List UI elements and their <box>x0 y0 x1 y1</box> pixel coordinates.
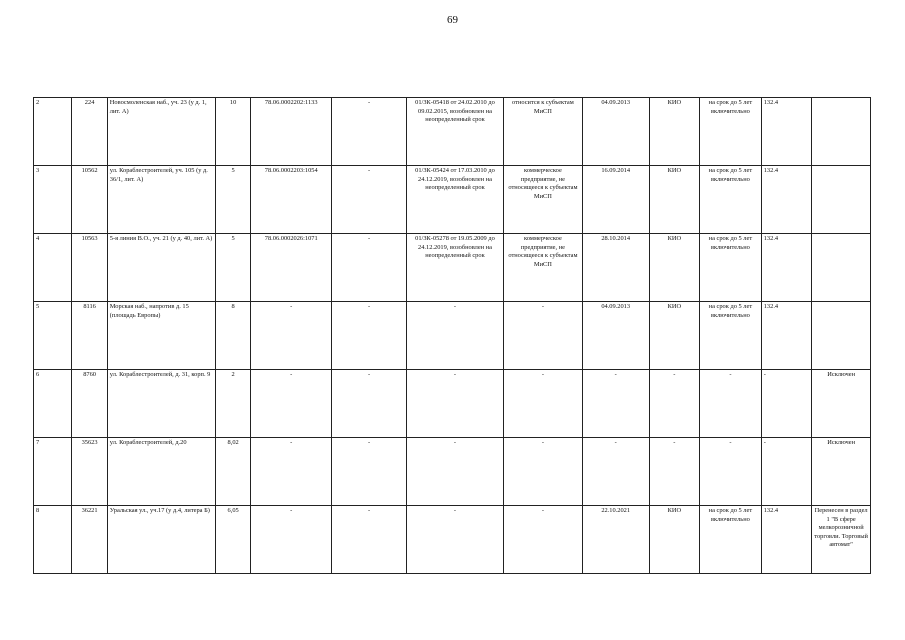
organization-cell: КИО <box>649 98 700 166</box>
object-id-cell: 8760 <box>72 370 107 438</box>
code-cell: 132.4 <box>761 98 812 166</box>
code-cell: 132.4 <box>761 234 812 302</box>
term-cell: - <box>700 370 762 438</box>
area-cell: 5 <box>215 234 250 302</box>
term-cell: на срок до 5 лет включительно <box>700 98 762 166</box>
code-cell: 132.4 <box>761 506 812 574</box>
object-id-cell: 8116 <box>72 302 107 370</box>
object-id-cell: 10562 <box>72 166 107 234</box>
code-cell: - <box>761 370 812 438</box>
table-row <box>34 438 871 506</box>
area-cell: 8 <box>215 302 250 370</box>
date-cell: 04.09.2013 <box>582 302 649 370</box>
note-cell: Исключен <box>812 370 871 438</box>
category-cell: относится к субъектам МиСП <box>504 98 583 166</box>
page-number: 69 <box>447 14 458 26</box>
contract-cell: 01/ЗК-05418 от 24.02.2010 до 09.02.2015, возобновлен на неопределенный срок <box>406 98 503 166</box>
category-cell: - <box>504 506 583 574</box>
register-table <box>33 97 871 574</box>
note-cell <box>812 98 871 166</box>
column-5-cell: - <box>332 302 407 370</box>
category-cell: коммерческое предприятие, не относящееся к субъектам МиСП <box>504 166 583 234</box>
note-cell: Перенесен в раздел 1 "В сфере мелкорозничной торговли. Торговый автомат" <box>812 506 871 574</box>
organization-cell: КИО <box>649 506 700 574</box>
area-cell: 2 <box>215 370 250 438</box>
table-row <box>34 234 871 302</box>
cadastral-number-cell: - <box>251 370 332 438</box>
cadastral-number-cell: - <box>251 302 332 370</box>
contract-cell: - <box>406 370 503 438</box>
term-cell: на срок до 5 лет включительно <box>700 234 762 302</box>
cadastral-number-cell: - <box>251 506 332 574</box>
object-id-cell: 35623 <box>72 438 107 506</box>
column-5-cell: - <box>332 438 407 506</box>
date-cell: 04.09.2013 <box>582 98 649 166</box>
address-cell: Уральская ул., уч.17 (у д.4, литера Б) <box>107 506 215 574</box>
term-cell: - <box>700 438 762 506</box>
row-number-cell: 2 <box>34 98 72 166</box>
address-cell: 5-я линия В.О., уч. 21 (у д. 40, лит. А) <box>107 234 215 302</box>
code-cell: 132.4 <box>761 166 812 234</box>
column-5-cell: - <box>332 506 407 574</box>
area-cell: 6,05 <box>215 506 250 574</box>
note-cell <box>812 302 871 370</box>
category-cell: коммерческое предприятие, не относящееся к субъектам МиСП <box>504 234 583 302</box>
area-cell: 8,02 <box>215 438 250 506</box>
organization-cell: - <box>649 370 700 438</box>
date-cell: 22.10.2021 <box>582 506 649 574</box>
area-cell: 5 <box>215 166 250 234</box>
row-number-cell: 8 <box>34 506 72 574</box>
address-cell: ул. Кораблестроителей, уч. 105 (у д. 36/1, лит. А) <box>107 166 215 234</box>
date-cell: 16.09.2014 <box>582 166 649 234</box>
contract-cell: - <box>406 438 503 506</box>
organization-cell: КИО <box>649 234 700 302</box>
column-5-cell: - <box>332 98 407 166</box>
category-cell: - <box>504 438 583 506</box>
contract-cell: - <box>406 302 503 370</box>
cadastral-number-cell: 78.06.0002203:1054 <box>251 166 332 234</box>
contract-cell: 01/ЗК-05424 от 17.03.2010 до 24.12.2019, возобновлен на неопределенный срок <box>406 166 503 234</box>
address-cell: Новосмоленская наб., уч. 23 (у д. 1, лит. А) <box>107 98 215 166</box>
table-row <box>34 370 871 438</box>
term-cell: на срок до 5 лет включительно <box>700 302 762 370</box>
note-cell <box>812 166 871 234</box>
object-id-cell: 224 <box>72 98 107 166</box>
address-cell: ул. Кораблестроителей, д.20 <box>107 438 215 506</box>
table-row <box>34 506 871 574</box>
object-id-cell: 36221 <box>72 506 107 574</box>
table-row <box>34 302 871 370</box>
category-cell: - <box>504 370 583 438</box>
date-cell: - <box>582 370 649 438</box>
contract-cell: - <box>406 506 503 574</box>
code-cell: 132.4 <box>761 302 812 370</box>
row-number-cell: 3 <box>34 166 72 234</box>
term-cell: на срок до 5 лет включительно <box>700 506 762 574</box>
row-number-cell: 6 <box>34 370 72 438</box>
object-id-cell: 10563 <box>72 234 107 302</box>
row-number-cell: 4 <box>34 234 72 302</box>
column-5-cell: - <box>332 370 407 438</box>
organization-cell: - <box>649 438 700 506</box>
contract-cell: 01/ЗК-05278 от 19.05.2009 до 24.12.2019, возобновлен на неопределенный срок <box>406 234 503 302</box>
row-number-cell: 7 <box>34 438 72 506</box>
cadastral-number-cell: - <box>251 438 332 506</box>
table-row <box>34 166 871 234</box>
category-cell: - <box>504 302 583 370</box>
term-cell: на срок до 5 лет включительно <box>700 166 762 234</box>
date-cell: 28.10.2014 <box>582 234 649 302</box>
code-cell: - <box>761 438 812 506</box>
address-cell: ул. Кораблестроителей, д. 31, корп. 9 <box>107 370 215 438</box>
area-cell: 10 <box>215 98 250 166</box>
organization-cell: КИО <box>649 302 700 370</box>
address-cell: Морская наб., напротив д. 15 (площадь Европы) <box>107 302 215 370</box>
cadastral-number-cell: 78.06.0002026:1071 <box>251 234 332 302</box>
row-number-cell: 5 <box>34 302 72 370</box>
note-cell <box>812 234 871 302</box>
date-cell: - <box>582 438 649 506</box>
column-5-cell: - <box>332 166 407 234</box>
table-row <box>34 98 871 166</box>
note-cell: Исключен <box>812 438 871 506</box>
cadastral-number-cell: 78.06.0002202:1133 <box>251 98 332 166</box>
organization-cell: КИО <box>649 166 700 234</box>
column-5-cell: - <box>332 234 407 302</box>
